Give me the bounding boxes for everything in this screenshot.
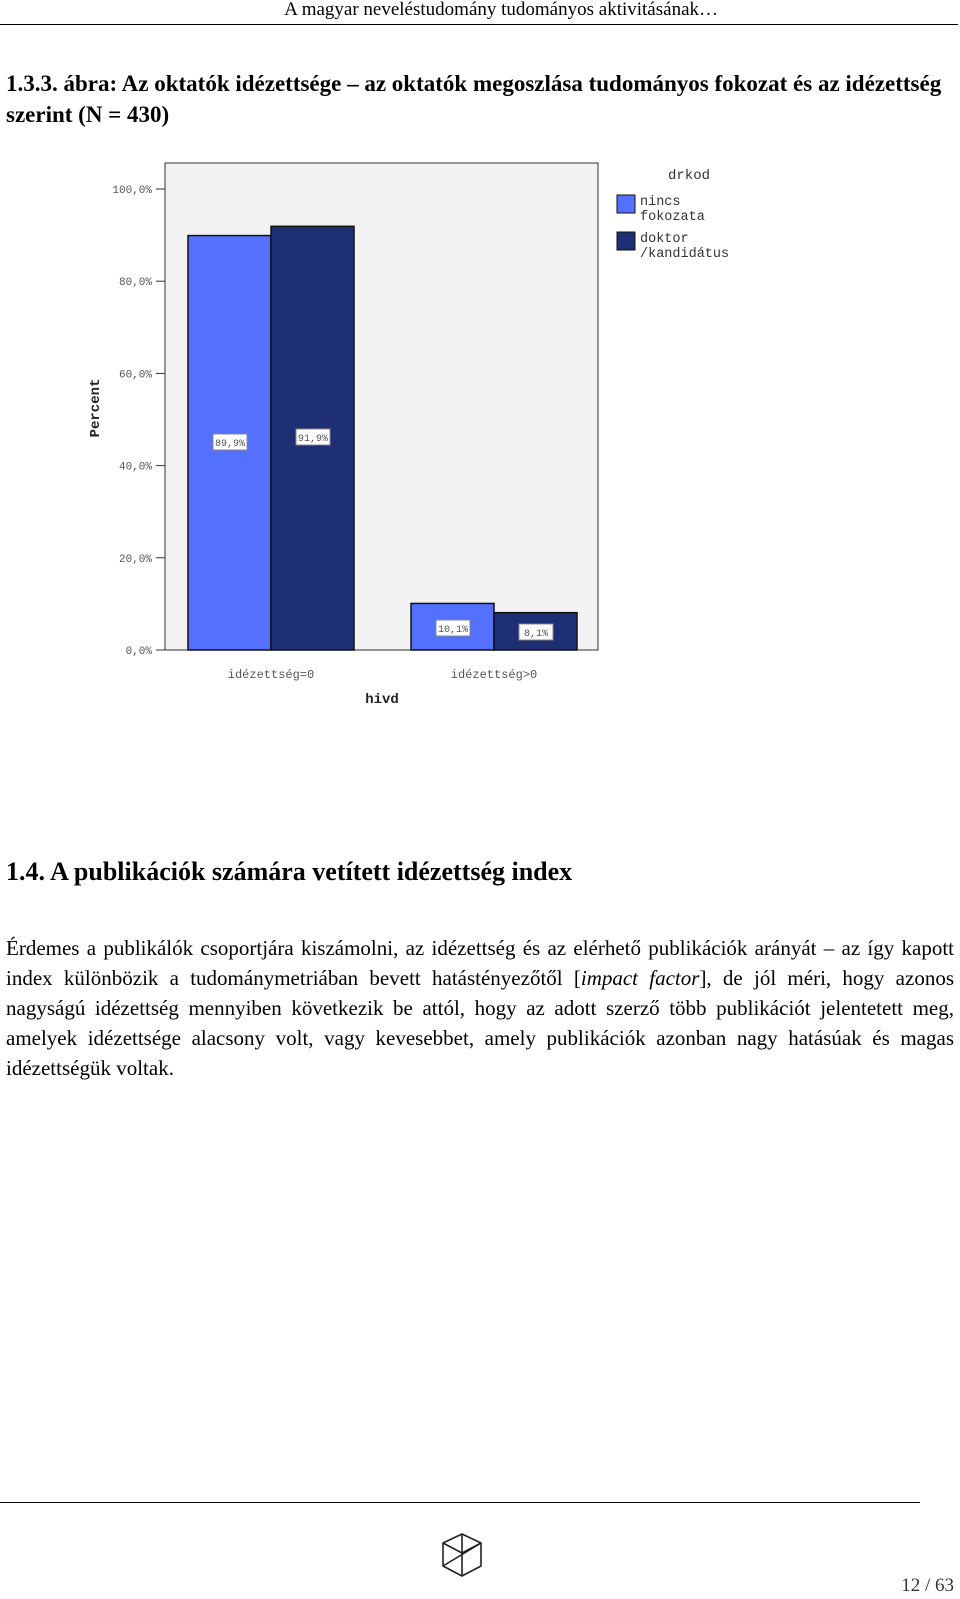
- running-header: [0, 0, 958, 25]
- legend-title: drkod: [667, 168, 711, 184]
- footer-divider: [0, 1502, 920, 1503]
- data-label: 8,1%: [523, 629, 549, 640]
- page-number: 12 / 63: [901, 1575, 954, 1596]
- running-title: A magyar neveléstudomány tudományos aktivitásának…: [284, 0, 718, 20]
- y-tick-label: 60,0%: [118, 369, 152, 382]
- legend-label: fokozata: [640, 210, 705, 225]
- y-tick-label: 40,0%: [118, 461, 152, 474]
- data-label: 91,9%: [297, 434, 329, 445]
- cube-icon: [440, 1532, 484, 1578]
- figure-title: 1.3.3. ábra: Az oktatók idézettsége – az oktatók megoszlása tudományos fokozat és az idézettség szerint (N = 430): [6, 71, 942, 127]
- section-title: 1.4. A publikációk számára vetített idézettség index: [6, 857, 573, 886]
- x-tick-label: idézettség>0: [450, 668, 538, 682]
- y-axis-label: Percent: [88, 378, 104, 438]
- legend-label: nincs: [640, 195, 681, 210]
- data-label: 89,9%: [214, 439, 246, 450]
- legend-swatch-doktor-kandidatus: [617, 232, 635, 250]
- y-tick-label: 80,0%: [118, 277, 152, 290]
- bar-chart: [0, 150, 960, 730]
- y-tick-label: 20,0%: [118, 553, 152, 566]
- impact-factor-term: impact factor: [580, 966, 700, 990]
- y-tick-label: 100,0%: [112, 185, 152, 197]
- paragraph-text-before: Érdemes a publikálók csoportjára kiszámolni, az idézettség és az elérhető publikációk arányát – az így kapott index különbözik a tudománymetriában bevett hatástényezőtől [: [6, 936, 954, 990]
- x-axis-label: hivd: [365, 692, 399, 708]
- x-tick-label: idézettség=0: [227, 668, 315, 682]
- bar-chart-svg: [0, 150, 960, 730]
- body-paragraph: [6, 933, 954, 1083]
- legend-label: /kandidátus: [640, 247, 730, 262]
- paragraph-text-after: ], de jól méri, hogy azonos nagyságú idézettség mennyiben következik be attól, hogy az adott szerző több publikációt jelentetett meg, amelyek idézettsége alacsony volt, vagy kevesebbet, amely publikációk azonban nagy hatásúak és magas idézettségük voltak.: [6, 966, 954, 1080]
- y-tick-label: 0,0%: [125, 646, 152, 658]
- data-label: 10,1%: [437, 625, 469, 636]
- legend-swatch-nincs-fokozata: [617, 195, 635, 213]
- legend-label: doktor: [640, 232, 689, 247]
